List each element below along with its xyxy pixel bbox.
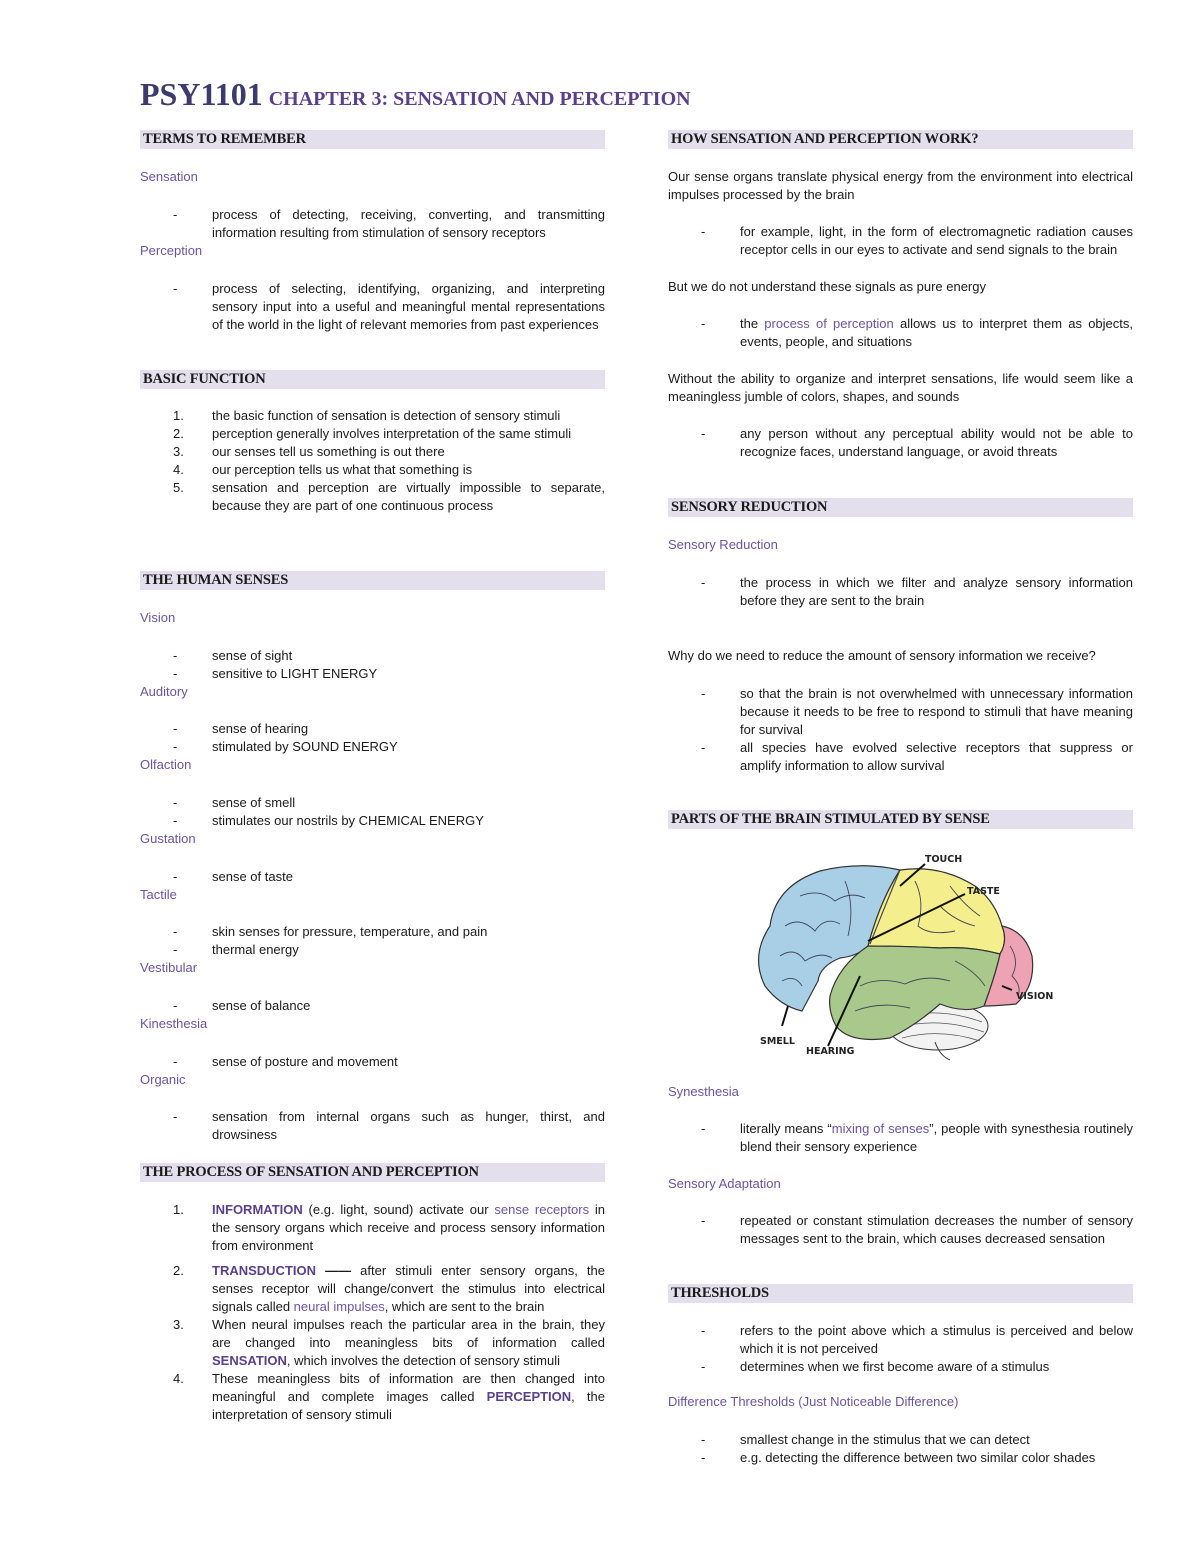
list-item: - sense of balance [173, 998, 311, 1013]
list-item: - the process of perception allows us to interpret them as objects, events, people, and situations [701, 316, 1134, 349]
list-item: - so that the brain is not overwhelmed with unnecessary information because it needs to be free to respond to stimuli that have meaning for survival [701, 686, 1133, 737]
list-item: 4. our perception tells us what that something is [173, 462, 473, 477]
document-title [140, 76, 691, 113]
basic-function-section [140, 370, 605, 515]
list-item: - determines when we first become aware of a stimulus [701, 1359, 1050, 1374]
course-code: PSY1101 [140, 76, 263, 112]
paragraph: Why do we need to reduce the amount of sensory information we receive? [668, 648, 1096, 663]
section-heading: PARTS OF THE BRAIN STIMULATED BY SENSE [668, 810, 1133, 829]
chapter-title: CHAPTER 3: SENSATION AND PERCEPTION [268, 88, 691, 110]
list-item: - sense of hearing [173, 721, 309, 736]
paragraph: Our sense organs translate physical energy from the environment into electrical impulses processed by the brain [668, 169, 1133, 202]
sense-label: Organic [140, 1072, 186, 1087]
how-section [668, 130, 1133, 461]
smell-label: SMELL [760, 1036, 795, 1047]
list-item: - stimulated by SOUND ENERGY [173, 739, 398, 754]
term-label: Sensory Adaptation [668, 1176, 781, 1191]
reduction-section [668, 498, 1133, 775]
brain-diagram [740, 846, 1140, 1066]
list-item: 1. INFORMATION (e.g. light, sound) activate our sense receptors in the sensory organs which receive and process sensory information from environment [173, 1202, 605, 1253]
list-item: - the process in which we filter and analyze sensory information before they are sent to the brain [701, 575, 1133, 608]
section-heading: THE HUMAN SENSES [140, 571, 605, 590]
section-heading: THRESHOLDS [668, 1284, 1133, 1303]
sense-label: Gustation [140, 831, 196, 846]
list-item: - stimulates our nostrils by CHEMICAL ENERGY [173, 813, 484, 828]
sense-label: Auditory [140, 684, 188, 699]
sense-label: Kinesthesia [140, 1016, 208, 1031]
list-item: - process of detecting, receiving, converting, and transmitting information resulting from stimulation of sensory receptors [173, 207, 605, 240]
list-item: - e.g. detecting the difference between two similar color shades [701, 1450, 1096, 1465]
paragraph: Without the ability to organize and interpret sensations, life would seem like a meaningless jumble of colors, shapes, and sounds [668, 371, 1133, 404]
paragraph: But we do not understand these signals as pure energy [668, 279, 986, 294]
section-heading: TERMS TO REMEMBER [140, 130, 605, 149]
list-item: 3. our senses tell us something is out there [173, 444, 445, 459]
list-item: - thermal energy [173, 942, 299, 957]
list-item: - sensation from internal organs such as hunger, thirst, and drowsiness [173, 1109, 605, 1142]
sense-label: Olfaction [140, 757, 192, 772]
list-item: 2. perception generally involves interpretation of the same stimuli [173, 426, 572, 441]
list-item: - all species have evolved selective receptors that suppress or amplify information to allow survival [701, 740, 1133, 773]
section-heading: HOW SENSATION AND PERCEPTION WORK? [668, 130, 1133, 149]
terms-section [140, 130, 605, 334]
list-item: - literally means “mixing of senses”, people with synesthesia routinely blend their sensory experience [701, 1121, 1133, 1154]
section-heading: SENSORY REDUCTION [668, 498, 1133, 517]
sense-label: Tactile [140, 887, 177, 902]
list-item: - sense of taste [173, 869, 293, 884]
term-label: Difference Thresholds (Just Noticeable Difference) [668, 1394, 959, 1409]
term-label: Sensory Reduction [668, 537, 778, 552]
list-item: 3. When neural impulses reach the particular area in the brain, they are changed into meaningless bits of information called SENSATION, which involves the detection of sensory stimuli [173, 1317, 605, 1368]
list-item: - sense of smell [173, 795, 296, 810]
human-senses-section [140, 571, 605, 1144]
thresholds-section [668, 1284, 1133, 1467]
taste-label: TASTE [967, 886, 1000, 897]
list-item: 1. the basic function of sensation is detection of sensory stimuli [173, 408, 561, 423]
section-heading: BASIC FUNCTION [140, 370, 605, 389]
list-item: - smallest change in the stimulus that we can detect [701, 1432, 1030, 1447]
sense-label: Vision [140, 610, 176, 625]
term-label: Sensation [140, 169, 198, 184]
list-item: - skin senses for pressure, temperature, and pain [173, 924, 488, 939]
list-item: - process of selecting, identifying, organizing, and interpreting sensory input into a useful and meaningful mental representations of the world in the light of relevant memories from past experiences [173, 281, 605, 332]
list-item: - sense of posture and movement [173, 1054, 398, 1069]
term-label: Synesthesia [668, 1084, 739, 1099]
vision-label: VISION [1016, 991, 1054, 1002]
list-item: 5. sensation and perception are virtually impossible to separate, because they are part of one continuous process [173, 480, 605, 513]
list-item: - any person without any perceptual ability would not be able to recognize faces, understand language, or avoid threats [701, 426, 1133, 459]
list-item: - sense of sight [173, 648, 293, 663]
list-item: - for example, light, in the form of electromagnetic radiation causes receptor cells in our eyes to activate and send signals to the brain [701, 224, 1133, 257]
synesthesia-section [668, 1083, 1133, 1248]
list-item: - refers to the point above which a stimulus is perceived and below which it is not perceived [701, 1323, 1133, 1356]
section-heading: THE PROCESS OF SENSATION AND PERCEPTION [140, 1163, 605, 1182]
list-item: - repeated or constant stimulation decreases the number of sensory messages sent to the brain, which causes decreased sensation [701, 1213, 1133, 1246]
list-item: 4. These meaningless bits of information are then changed into meaningful and complete images called PERCEPTION, the interpretation of sensory stimuli [173, 1371, 606, 1422]
sense-label: Vestibular [140, 960, 198, 975]
process-section [140, 1163, 605, 1424]
list-item: 2. TRANSDUCTION —— after stimuli enter sensory organs, the senses receptor will change/convert the stimulus into electrical signals called neural impulses, which are sent to the brain [173, 1263, 605, 1314]
hearing-label: HEARING [806, 1046, 855, 1057]
brain-section [668, 810, 1133, 829]
touch-label: TOUCH [925, 854, 963, 865]
term-label: Perception [140, 243, 203, 258]
list-item: - sensitive to LIGHT ENERGY [173, 666, 378, 681]
